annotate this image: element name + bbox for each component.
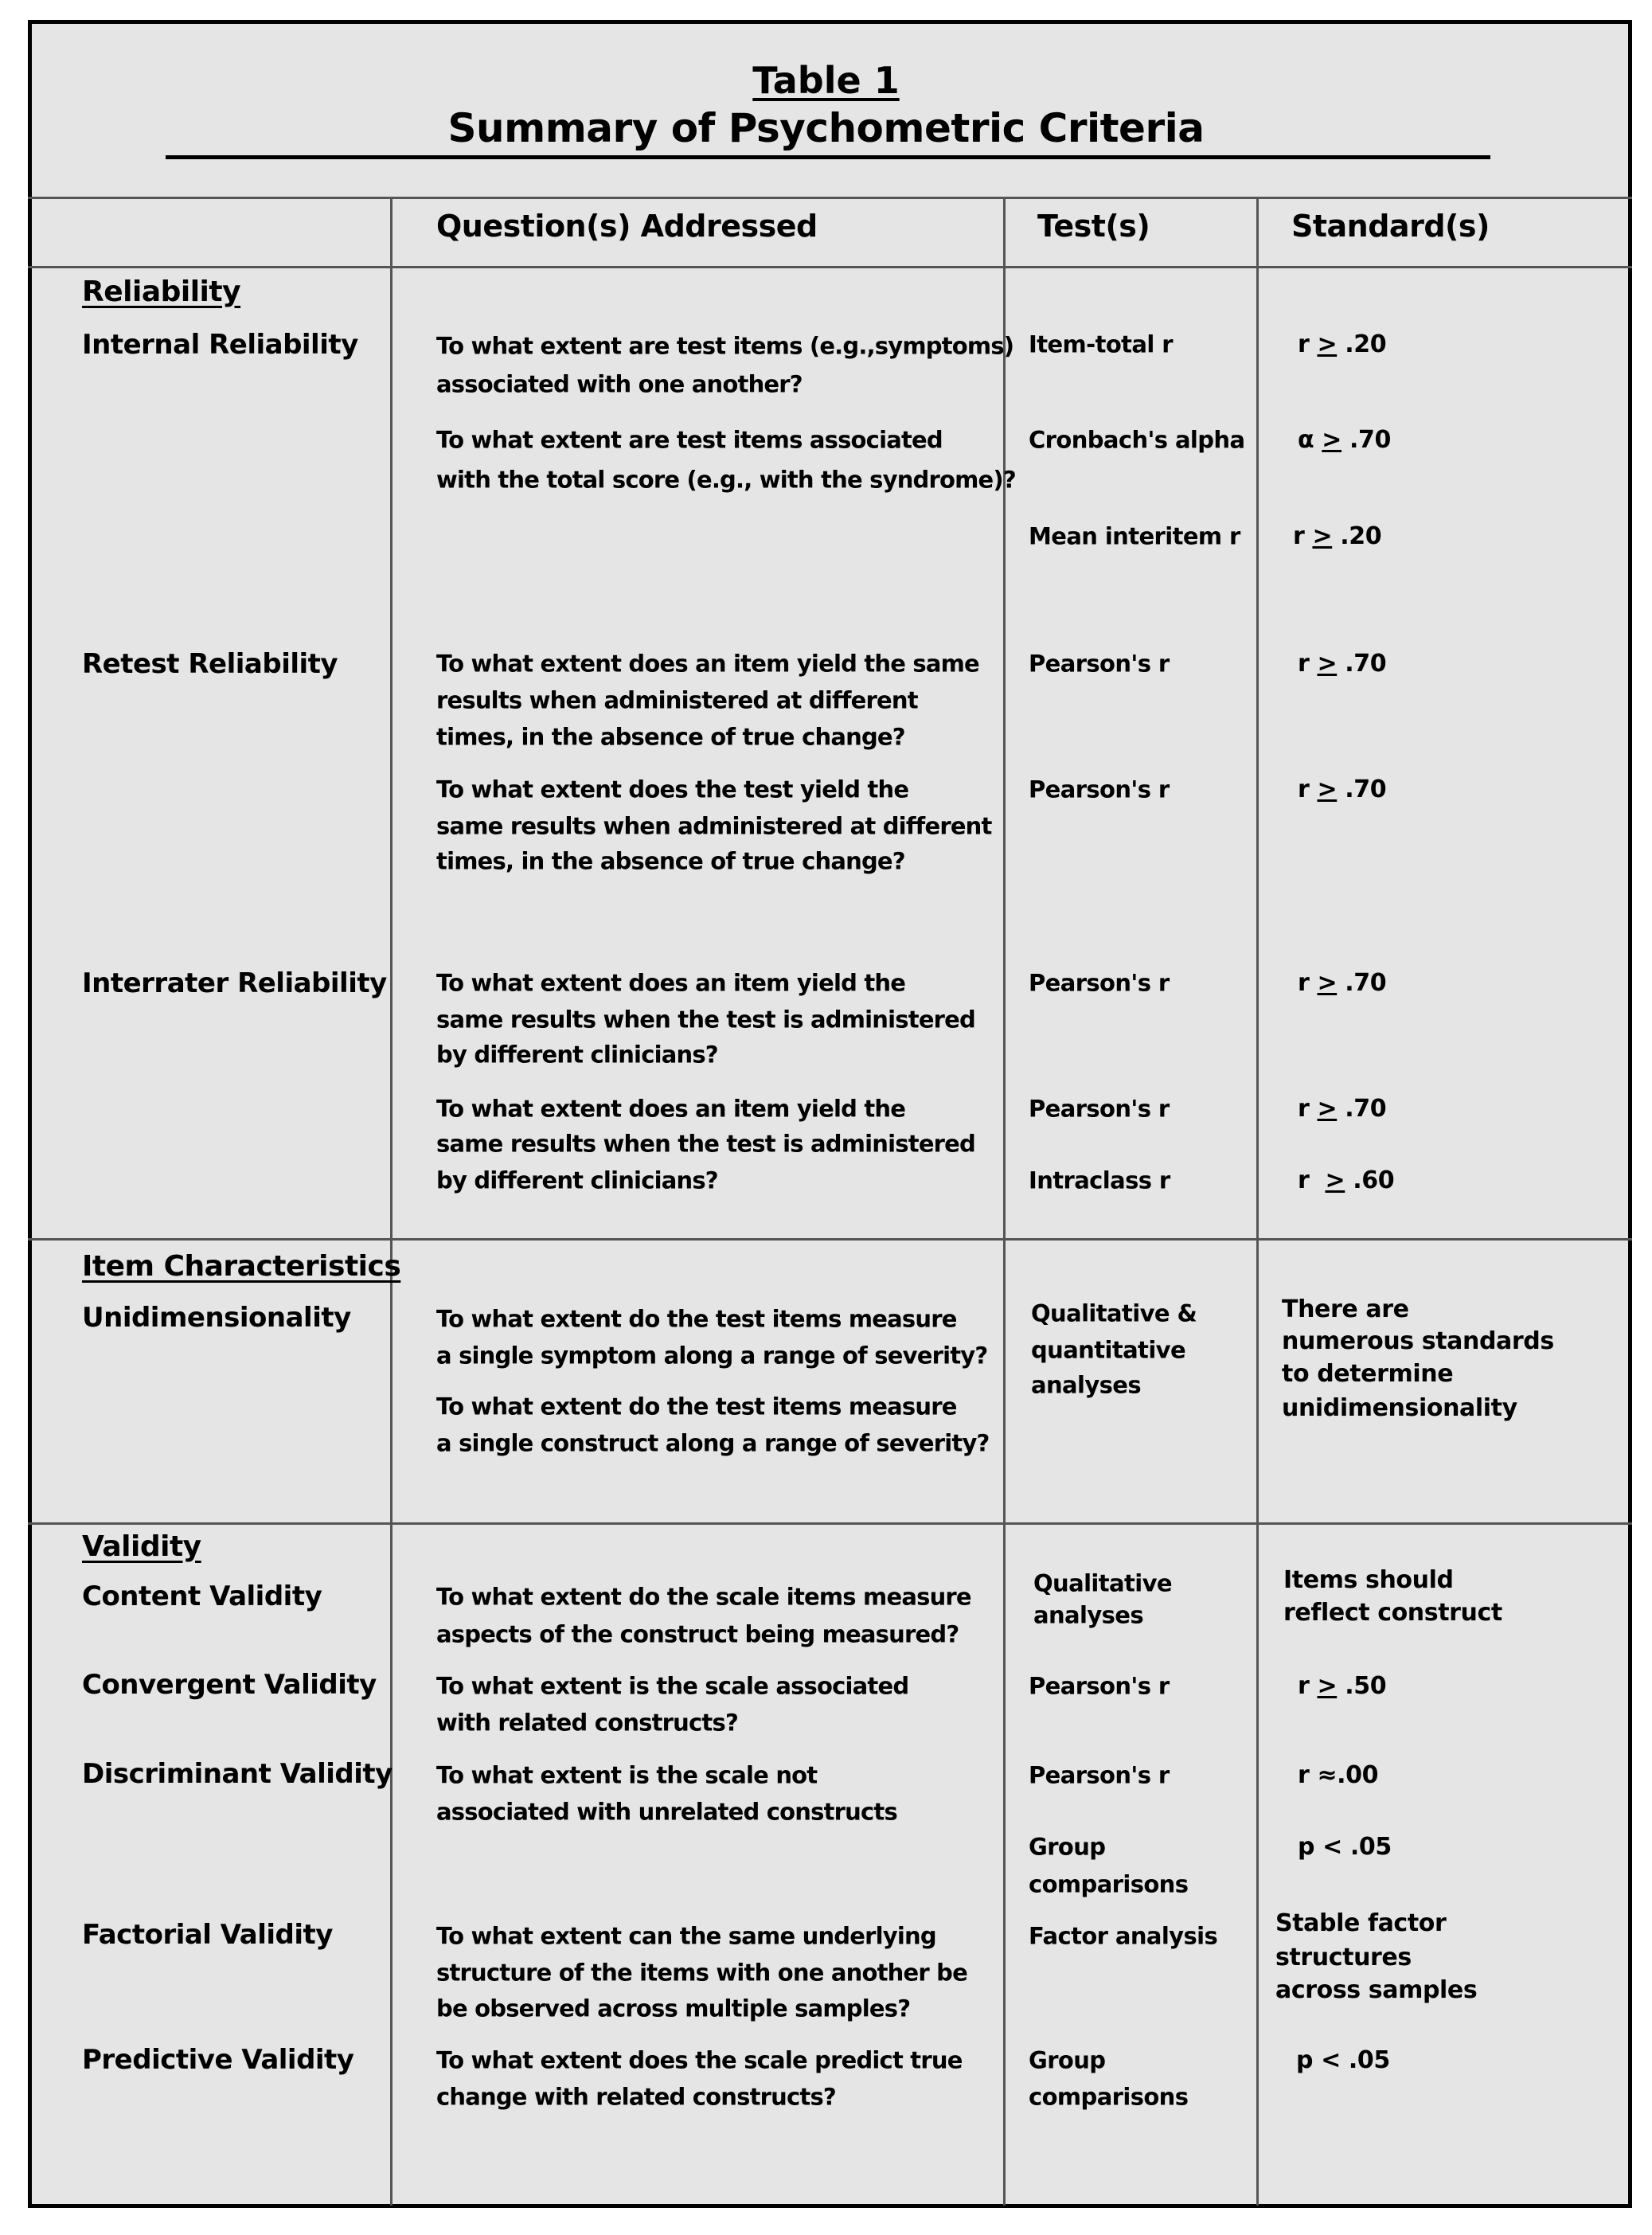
- std-post: .20: [1332, 522, 1382, 550]
- question-line: change with related constructs?: [436, 2083, 836, 2111]
- test-line: comparisons: [1029, 2083, 1189, 2111]
- column-rule-2: [1003, 199, 1006, 2206]
- test-pearson: Pearson's r: [1029, 969, 1170, 997]
- standard-value: [1298, 1674, 1386, 1698]
- standard-line: numerous standards: [1282, 1327, 1554, 1355]
- title-underline: [166, 155, 1490, 159]
- standard-value: [1298, 1166, 1395, 1194]
- std-post: .50: [1337, 1672, 1387, 1700]
- question-line: To what extent does an item yield the: [436, 1095, 906, 1123]
- question-line: To what extent is the scale not: [436, 1761, 818, 1789]
- criterion-unidimensionality: Unidimensionality: [82, 1302, 351, 1334]
- test-pearson: Pearson's r: [1029, 1095, 1170, 1123]
- test-pearson: Pearson's r: [1029, 1672, 1170, 1700]
- std-pre: r: [1298, 1166, 1326, 1194]
- standard-line: unidimensionality: [1282, 1394, 1517, 1422]
- std-op: >: [1312, 522, 1333, 550]
- question-line: be observed across multiple samples?: [436, 1995, 911, 2022]
- question-line: aspects of the construct being measured?: [436, 1620, 959, 1648]
- std-post: .70: [1337, 969, 1387, 997]
- question-line: To what extent do the scale items measure: [436, 1583, 971, 1611]
- standard-line: There are: [1282, 1295, 1409, 1323]
- test-line: analyses: [1031, 1371, 1142, 1399]
- test-line: comparisons: [1029, 1870, 1189, 1898]
- std-pre: r: [1298, 650, 1318, 678]
- test-item-total: Item-total r: [1029, 330, 1173, 358]
- question-line: To what extent do the test items measure: [436, 1305, 957, 1333]
- column-rule-3: [1256, 199, 1259, 2206]
- test-factor-analysis: Factor analysis: [1029, 1922, 1218, 1950]
- criterion-internal-reliability: Internal Reliability: [82, 329, 358, 361]
- test-intraclass: Intraclass r: [1029, 1166, 1170, 1194]
- table-number-text: Table 1: [752, 59, 900, 102]
- header-top-rule: [28, 197, 1632, 199]
- standard-value: [1293, 522, 1382, 550]
- std-op: >: [1317, 650, 1338, 678]
- table-number: [0, 59, 1652, 102]
- question-line: structure of the items with one another be: [436, 1959, 968, 1987]
- std-pre: r: [1298, 776, 1318, 803]
- standard-value: p < .05: [1298, 1833, 1392, 1861]
- test-line: Qualitative &: [1031, 1299, 1197, 1327]
- standard-line: Stable factor: [1275, 1909, 1447, 1937]
- standard-line: structures: [1275, 1944, 1412, 1971]
- question-line: results when administered at different: [436, 686, 918, 714]
- criterion-factorial-validity: Factorial Validity: [82, 1919, 333, 1951]
- standard-line: to determine: [1282, 1360, 1454, 1388]
- column-header-questions: Question(s) Addressed: [436, 209, 818, 244]
- header-bottom-rule: [28, 266, 1632, 268]
- standard-line: reflect construct: [1283, 1599, 1502, 1627]
- question-line: same results when the test is administered: [436, 1130, 976, 1158]
- std-post: .70: [1337, 650, 1387, 678]
- question-line: associated with unrelated constructs: [436, 1798, 897, 1826]
- question-line: with related constructs?: [436, 1709, 738, 1737]
- question-line: To what extent does the scale predict true: [436, 2046, 963, 2074]
- standard-line: Items should: [1283, 1566, 1454, 1594]
- question-line: by different clinicians?: [436, 1041, 718, 1069]
- question-line: same results when administered at different: [436, 812, 992, 840]
- std-pre: r: [1298, 1095, 1318, 1123]
- criterion-content-validity: Content Validity: [82, 1581, 322, 1612]
- question-line: a single construct along a range of severity?: [436, 1429, 990, 1457]
- test-line: analyses: [1033, 1601, 1144, 1629]
- section-rule-validity: [28, 1522, 1632, 1525]
- question-line: To what extent are test items associated: [436, 426, 943, 454]
- std-op: >: [1317, 1672, 1338, 1700]
- std-pre: r: [1298, 330, 1318, 358]
- test-line: quantitative: [1031, 1336, 1186, 1364]
- std-post: .20: [1337, 330, 1387, 358]
- standard-value: [1298, 971, 1386, 995]
- question-line: times, in the absence of true change?: [436, 847, 905, 875]
- standard-value: [1298, 428, 1391, 452]
- question-line: by different clinicians?: [436, 1166, 718, 1194]
- std-op: >: [1325, 1166, 1345, 1194]
- section-item-characteristics: Item Characteristics: [82, 1250, 401, 1283]
- section-reliability: Reliability: [82, 275, 241, 308]
- standard-value: [1298, 330, 1387, 358]
- criterion-predictive-validity: Predictive Validity: [82, 2044, 354, 2076]
- question-line: a single symptom along a range of severity?: [436, 1342, 988, 1370]
- test-pearson: Pearson's r: [1029, 650, 1170, 678]
- std-pre: r: [1298, 1672, 1318, 1700]
- std-post: .60: [1345, 1166, 1395, 1194]
- criterion-convergent-validity: Convergent Validity: [82, 1669, 377, 1701]
- standard-value: p < .05: [1296, 2046, 1390, 2074]
- question-line: with the total score (e.g., with the syndrome)?: [436, 466, 1016, 494]
- question-line: To what extent does an item yield the: [436, 969, 906, 997]
- test-pearson: Pearson's r: [1029, 1761, 1170, 1789]
- question-line: To what extent does an item yield the same: [436, 650, 979, 678]
- column-rule-1: [390, 199, 392, 2206]
- question-line: To what extent do the test items measure: [436, 1393, 957, 1420]
- question-line: To what extent can the same underlying: [436, 1922, 936, 1950]
- std-post: .70: [1337, 776, 1387, 803]
- std-op: >: [1322, 426, 1342, 454]
- std-pre: α: [1298, 426, 1322, 454]
- std-op: >: [1317, 969, 1338, 997]
- criterion-discriminant-validity: Discriminant Validity: [82, 1758, 392, 1790]
- section-rule-item-characteristics: [28, 1238, 1632, 1241]
- question-line: same results when the test is administered: [436, 1006, 976, 1033]
- std-op: >: [1317, 330, 1338, 358]
- std-op: >: [1317, 776, 1338, 803]
- test-line: Group: [1029, 2046, 1106, 2074]
- table-heading: Summary of Psychometric Criteria: [447, 105, 1205, 151]
- criterion-retest-reliability: Retest Reliability: [82, 648, 338, 680]
- question-line: times, in the absence of true change?: [436, 723, 905, 751]
- question-line: associated with one another?: [436, 370, 803, 398]
- criterion-interrater-reliability: Interrater Reliability: [82, 967, 387, 999]
- column-header-tests: Test(s): [1037, 209, 1150, 244]
- section-validity: Validity: [82, 1530, 201, 1563]
- test-pearson: Pearson's r: [1029, 776, 1170, 803]
- test-cronbach-alpha: Cronbach's alpha: [1029, 426, 1245, 454]
- question-line: To what extent is the scale associated: [436, 1672, 909, 1700]
- std-post: .70: [1337, 1095, 1387, 1123]
- question-line: To what extent does the test yield the: [436, 776, 909, 803]
- standard-value: [1298, 652, 1386, 676]
- test-mean-interitem: Mean interitem r: [1029, 522, 1240, 550]
- standard-value: [1298, 1097, 1386, 1121]
- test-line: Qualitative: [1033, 1569, 1172, 1597]
- std-post: .70: [1342, 426, 1392, 454]
- question-line: To what extent are test items (e.g.,symptoms): [436, 332, 1014, 360]
- standard-value: r ≈.00: [1298, 1761, 1379, 1789]
- std-op: >: [1317, 1095, 1338, 1123]
- test-line: Group: [1029, 1833, 1106, 1861]
- std-pre: r: [1298, 969, 1318, 997]
- standard-value: [1298, 778, 1386, 802]
- standard-line: across samples: [1275, 1976, 1478, 2004]
- std-pre: r: [1293, 522, 1313, 550]
- column-header-standards: Standard(s): [1291, 209, 1490, 244]
